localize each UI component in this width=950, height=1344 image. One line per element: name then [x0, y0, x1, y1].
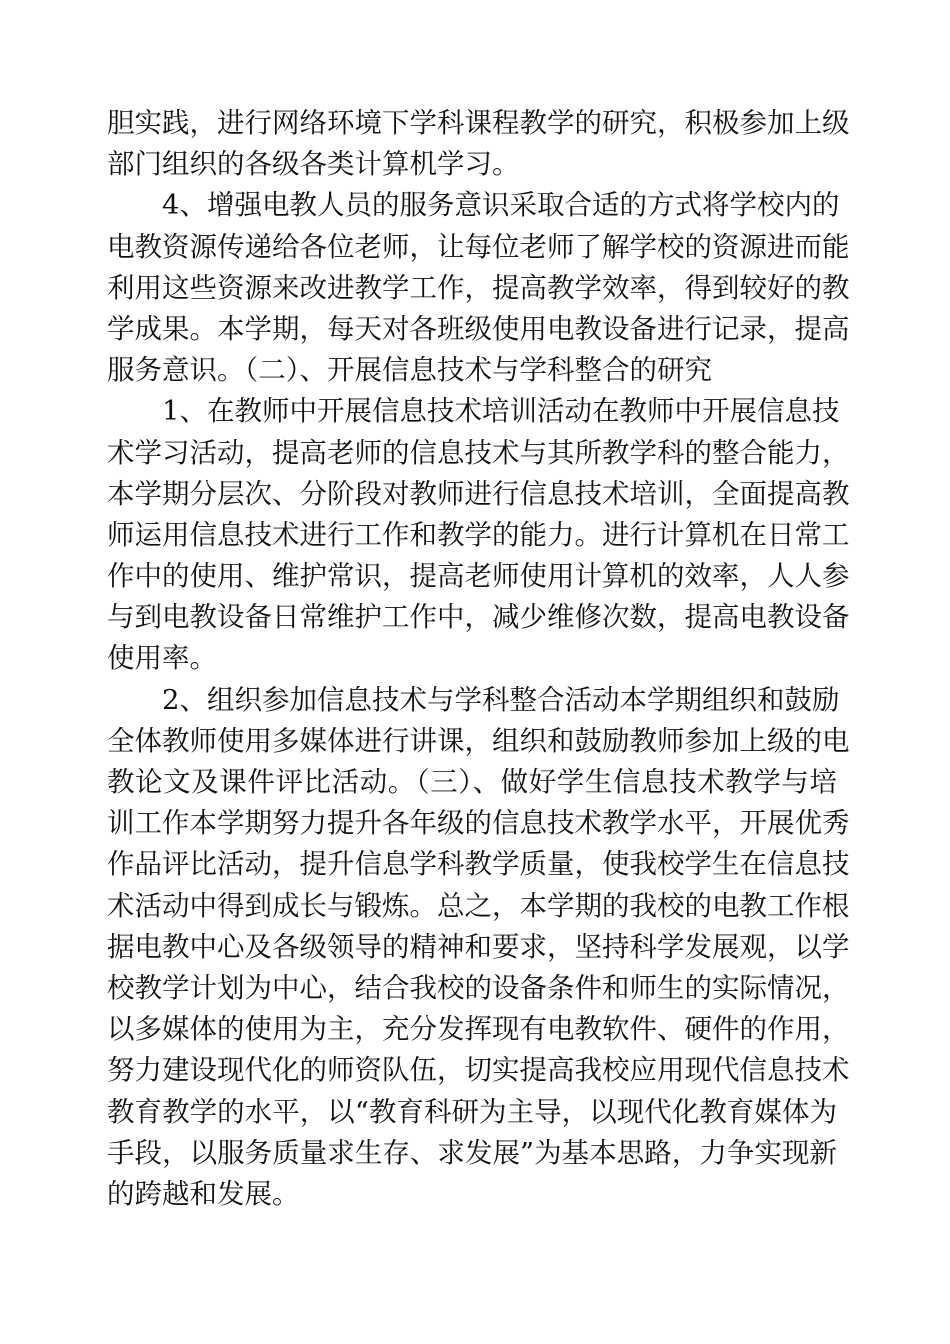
text-line: 部门组织的各级各类计算机学习。	[107, 148, 520, 181]
text-line: 利用这些资源来改进教学工作，提高教学效率，得到较好的教	[107, 271, 850, 304]
text-line: 训工作本学期努力提升各年级的信息技术教学水平，开展优秀	[107, 807, 850, 840]
text-line: 本学期分层次、分阶段对教师进行信息技术培训，全面提高教	[107, 477, 850, 510]
text-line: 胆实践，进行网络环境下学科课程教学的研究，积极参加上级	[107, 107, 850, 139]
text-line: 以多媒体的使用为主，充分发挥现有电教软件、硬件的作用，	[107, 1013, 850, 1046]
text-line: 使用率。	[107, 642, 217, 675]
text-line: 与到电教设备日常维护工作中，减少维修次数，提高电教设备	[107, 601, 850, 634]
text-line: 服务意识。（二）、开展信息技术与学科整合的研究	[107, 354, 712, 387]
paragraph-first-line: 2、组织参加信息技术与学科整合活动本学期组织和鼓励	[162, 683, 840, 716]
text-line: 校教学计划为中心，结合我校的设备条件和师生的实际情况，	[107, 971, 850, 1004]
text-line: 电教资源传递给各位老师，让每位老师了解学校的资源进而能	[107, 230, 850, 263]
body-text	[107, 103, 850, 1215]
text-line: 术学习活动，提高老师的信息技术与其所教学科的整合能力，	[107, 436, 850, 469]
text-line: 据电教中心及各级领导的精神和要求，坚持科学发展观，以学	[107, 930, 850, 963]
paragraph-first-line: 1、在教师中开展信息技术培训活动在教师中开展信息技	[162, 395, 840, 428]
text-line: 手段，以服务质量求生存、求发展”为基本思路，力争实现新	[107, 1136, 837, 1169]
text-line: 教论文及课件评比活动。（三）、做好学生信息技术教学与培	[107, 766, 837, 798]
text-line: 全体教师使用多媒体进行讲课，组织和鼓励教师参加上级的电	[107, 724, 850, 757]
paragraph-first-line: 4、增强电教人员的服务意识采取合适的方式将学校内的	[162, 189, 840, 222]
text-line: 作中的使用、维护常识，提高老师使用计算机的效率，人人参	[107, 560, 850, 593]
text-line: 术活动中得到成长与锻炼。总之，本学期的我校的电教工作根	[107, 889, 850, 922]
text-line: 努力建设现代化的师资队伍，切实提高我校应用现代信息技术	[107, 1054, 850, 1087]
text-line: 作品评比活动，提升信息学科教学质量，使我校学生在信息技	[107, 848, 850, 881]
text-line: 师运用信息技术进行工作和教学的能力。进行计算机在日常工	[107, 518, 850, 551]
text-line: 教育教学的水平，以“教育科研为主导，以现代化教育媒体为	[107, 1095, 837, 1128]
text-line: 学成果。本学期，每天对各班级使用电教设备进行记录，提高	[107, 312, 850, 345]
text-line: 的跨越和发展。	[107, 1177, 300, 1210]
